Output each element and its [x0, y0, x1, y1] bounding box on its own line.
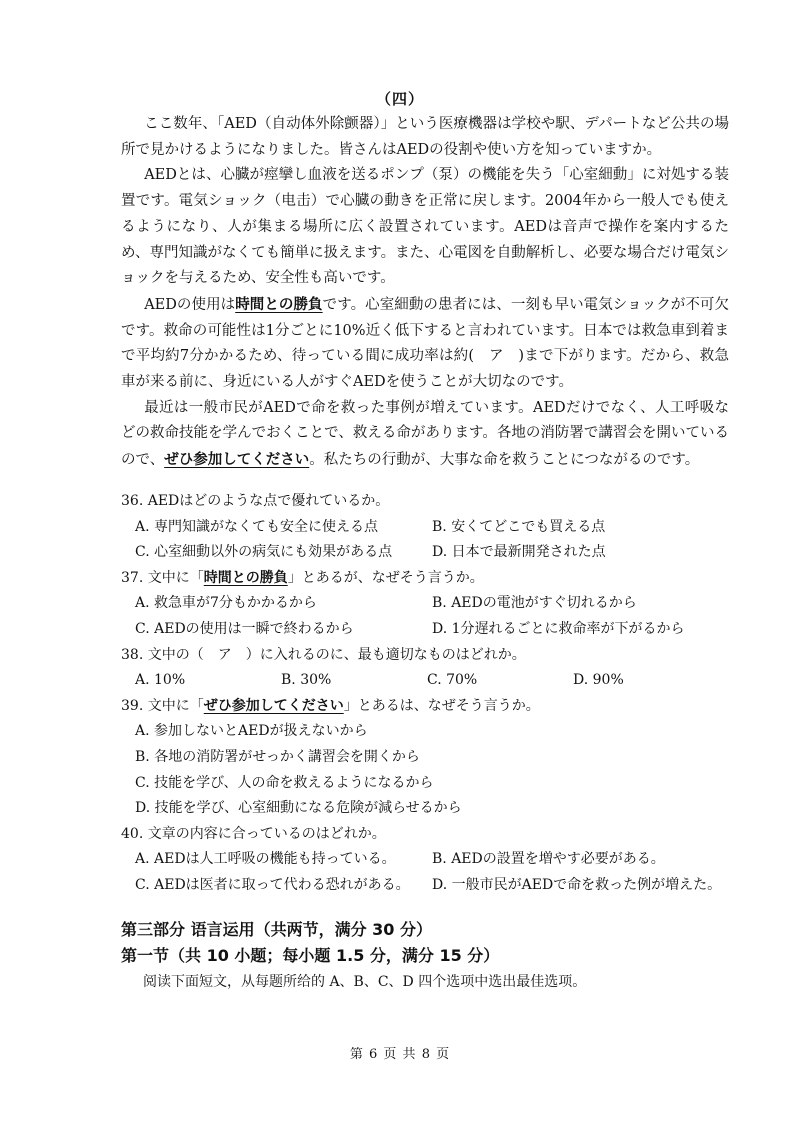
- passage-paragraph-3: [121, 292, 729, 396]
- question-list: [121, 489, 729, 899]
- reading-passage: [121, 112, 729, 474]
- option-c: C. 技能を学び、人の命を救えるようになるから: [135, 774, 434, 791]
- paragraph-4-text-after: 。私たちの行動が、大事な命を救うことにつながるのです。: [309, 452, 700, 469]
- question-37: [121, 566, 729, 643]
- option-b: B. 各地の消防署がせっかく講習会を開くから: [135, 748, 420, 765]
- question-40: [121, 822, 729, 899]
- question-stem: 40. 文章の内容に合っているのはどれか。: [121, 825, 386, 842]
- option-a: A. AEDは人工呼吸の機能も持っている。: [135, 851, 396, 868]
- section-part-heading: 第三部分 语言运用（共两节，满分 30 分）: [121, 920, 432, 939]
- stem-text-after: 」とあるが、なぜそう言うか。: [287, 569, 484, 586]
- option-d: D. 1分遅れるごとに救命率が下がるから: [432, 620, 685, 637]
- page-footer: 第 6 页 共 8 页: [349, 1047, 451, 1062]
- section-instruction: 阅读下面短文，从每题所给的 A、B、C、D 四个选项中选出最佳选项。: [143, 974, 587, 990]
- paragraph-3-text-after: です。心室細動の患者には、一刻も早い電気ショックが不可欠です。救命の可能性は1分ごとに10%近く低下すると言われています。日本では救急車到着まで平均約7分かかるため、待っている間に成功率は約( ア )まで下がります。だから、救急車が来る前に、身近にいる人がすぐAEDを使うことが大切なのです。: [121, 296, 729, 391]
- question-38: [121, 643, 729, 694]
- highlight-time-battle: 時間との勝負: [235, 295, 323, 313]
- passage-paragraph-4: [121, 396, 729, 474]
- option-b: B. 安くてどこでも買える点: [432, 518, 606, 535]
- option-c: C. 心室細動以外の病気にも効果がある点: [135, 544, 393, 561]
- question-stem: [121, 566, 729, 592]
- question-stem: 38. 文中の（ ア ）に入れるのに、最も適切なものはどれか。: [121, 646, 526, 663]
- passage-title: （四）: [375, 90, 424, 108]
- stem-highlight: 時間との勝負: [203, 569, 288, 586]
- stem-text-before: 37. 文中に「: [121, 569, 204, 586]
- option-d: D. 一般市民がAEDで命を救った例が増えた。: [432, 876, 722, 893]
- option-b: B. AEDの電池がすぐ切れるから: [432, 595, 637, 612]
- options-row: [121, 847, 729, 873]
- section-subsection-heading: 第一节（共 10 小题；每小题 1.5 分，满分 15 分）: [121, 946, 500, 965]
- stem-text-before: 39. 文中に「: [121, 697, 204, 714]
- options-row: [121, 873, 729, 899]
- paragraph-3-text-before: AEDの使用は: [144, 296, 236, 313]
- option-c: C. AEDは医者に取って代わる恐れがある。: [135, 876, 410, 893]
- option-b: B. 30%: [281, 672, 332, 689]
- option-c: C. AEDの使用は一瞬で終わるから: [135, 620, 354, 637]
- question-39: [121, 694, 729, 822]
- options-row: [121, 668, 729, 694]
- question-stem: 36. AEDはどのような点で優れているか。: [121, 493, 390, 509]
- options-row: [121, 515, 729, 541]
- option-c: C. 70%: [427, 672, 478, 689]
- stem-text-after: 」とあるは、なぜそう言うか。: [343, 697, 540, 714]
- option-b: B. AEDの設置を増やす必要がある。: [432, 851, 665, 868]
- option-a: A. 救急車が7分もかかるから: [135, 595, 317, 612]
- options-row: [121, 617, 729, 643]
- options-list: [121, 719, 729, 821]
- highlight-please-join: ぜひ参加してください: [164, 451, 310, 469]
- option-d: D. 90%: [573, 672, 624, 689]
- options-row: [121, 540, 729, 566]
- options-row: [121, 591, 729, 617]
- question-36: [121, 489, 729, 566]
- option-d: D. 日本で最新開発された点: [432, 544, 606, 561]
- paragraph-4-text-before: 最近は一般市民がAEDで命を救った事例が増えています。AEDだけでなく、人工呼吸などの救命技能を学んでおくことで、救える命があります。各地の消防署で講習会を開いているので、: [121, 399, 729, 469]
- passage-paragraph-2: AEDとは、心臓が痙攣し血液を送るポンプ（泵）の機能を失う「心室細動」に対処する装置です。電気ショック（电击）で心臓の動きを正常に戻します。2004年から一般人でも使えるようになり、人が集まる場所に広く設置されています。AEDは音声で操作を案内するため、専門知識がなくても簡単に扱えます。また、心電図を自動解析し、必要な場合だけ電気ショックを与えるため、安全性も高いです。: [121, 167, 729, 287]
- option-a: A. 10%: [135, 672, 186, 689]
- option-a: A. 専門知識がなくても安全に使える点: [135, 518, 379, 535]
- stem-highlight: ぜひ参加してください: [203, 697, 344, 714]
- question-stem: [121, 694, 729, 720]
- passage-paragraph-1: ここ数年、「AED（自动体外除颤器）」という医療機器は学校や駅、デパートなど公共の場所で見かけるようになりました。皆さんはAEDの役割や使い方を知っていますか。: [121, 116, 729, 158]
- option-d: D. 技能を学び、心室細動になる危険が減らせるから: [135, 800, 462, 817]
- option-a: A. 参加しないとAEDが扱えないから: [135, 723, 368, 740]
